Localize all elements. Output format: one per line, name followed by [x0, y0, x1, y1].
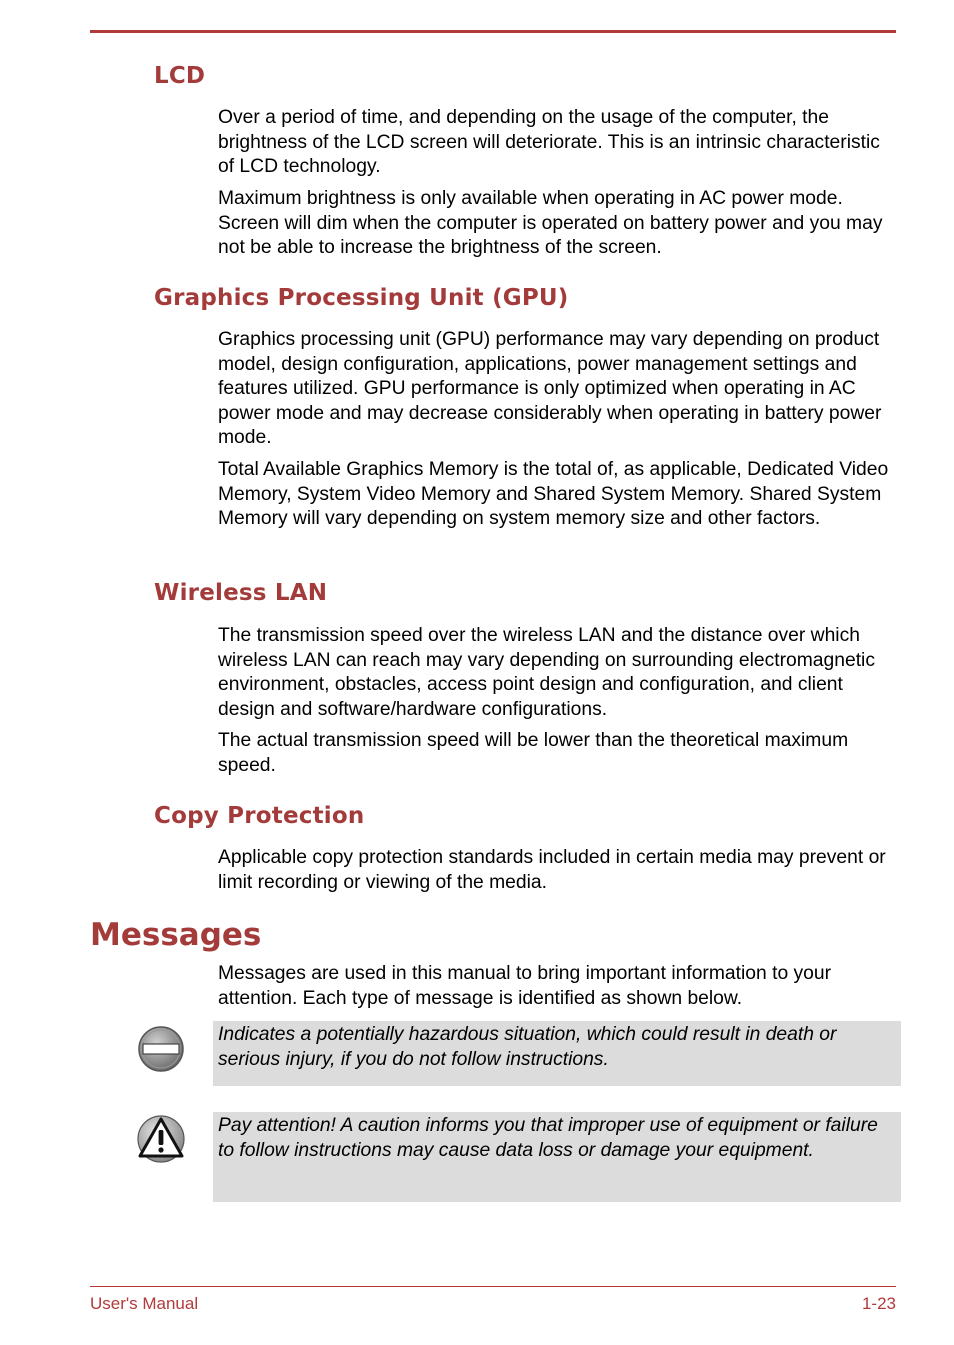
footer-rule	[90, 1286, 896, 1287]
page-number: 1-23	[861, 1294, 896, 1313]
danger-note	[213, 1021, 901, 1086]
section-heading-lcd: LCD	[154, 63, 206, 89]
section-paragraph: Over a period of time, and depending on the usage of the computer, the brightness of the LCD screen will deteriorate. This is an intrinsic characteristic of LCD technology.	[218, 107, 880, 177]
section-heading-gpu: Graphics Processing Unit (GPU)	[154, 285, 569, 311]
section-paragraph: The transmission speed over the wireless LAN and the distance over which wireless LAN can reach may vary depending on surrounding electromagnetic environment, obstacles, access point design and configuration, and client design and software/hardware configurations.	[218, 625, 875, 720]
section-paragraph: Graphics processing unit (GPU) performance may vary depending on product model, design configuration, applications, power management settings and features utilized. GPU performance is only optimized when operating in AC power mode and may decrease considerably when operating in battery power mode.	[218, 329, 882, 448]
caution-note-text: Pay attention! A caution informs you that improper use of equipment or failure to follow instructions may cause data loss or damage your equipment.	[218, 1115, 878, 1161]
section-paragraph: Applicable copy protection standards included in certain media may prevent or limit recording or viewing of the media.	[218, 847, 886, 893]
section-heading-wireless-lan: Wireless LAN	[154, 580, 328, 606]
footer-manual-title: User's Manual	[90, 1294, 199, 1313]
section-paragraph: Total Available Graphics Memory is the total of, as applicable, Dedicated Video Memory, System Video Memory and Shared System Memory. Shared System Memory will vary depending on system memory size and other factors.	[218, 459, 889, 529]
header-rule	[90, 30, 896, 33]
danger-icon	[136, 1024, 186, 1074]
messages-intro: Messages are used in this manual to bring important information to your attention. Each type of message is identified as shown below.	[218, 963, 832, 1009]
section-paragraph: Maximum brightness is only available when operating in AC power mode. Screen will dim when the computer is operated on battery power and you may not be able to increase the brightness of the screen.	[218, 188, 883, 258]
caution-icon	[136, 1114, 186, 1164]
caution-note	[213, 1112, 901, 1202]
messages-title: Messages	[90, 917, 262, 953]
danger-note-text: Indicates a potentially hazardous situation, which could result in death or serious injury, if you do not follow instructions.	[218, 1024, 837, 1070]
section-paragraph: The actual transmission speed will be lower than the theoretical maximum speed.	[218, 730, 849, 776]
section-heading-copy-protection: Copy Protection	[154, 803, 365, 829]
